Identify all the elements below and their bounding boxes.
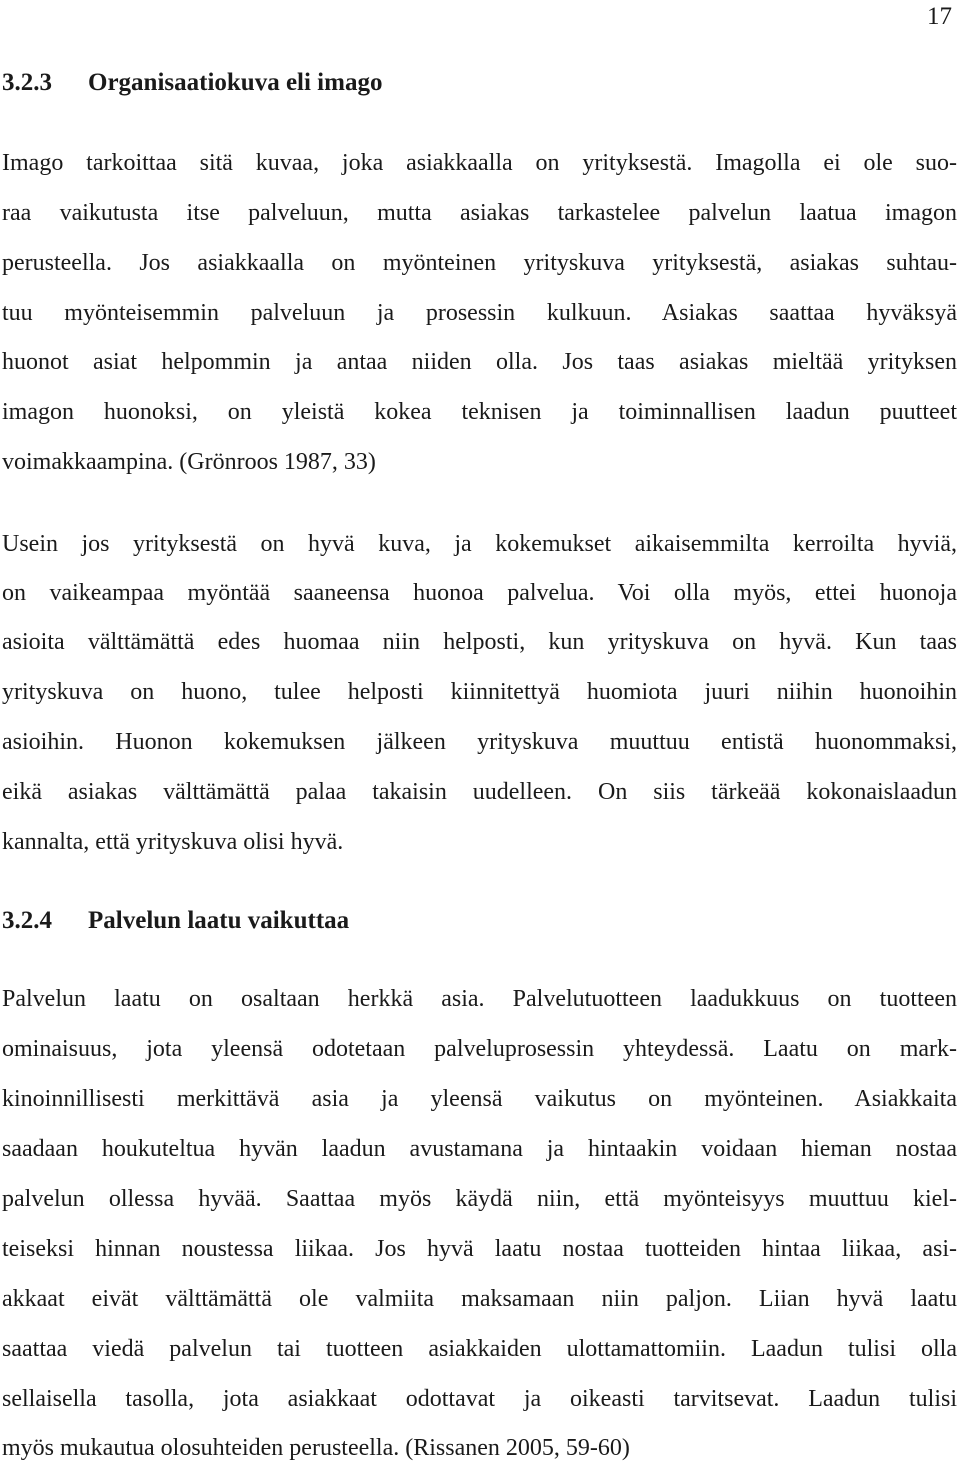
text-line: raa vaikutusta itse palveluun, mutta asiakas tarkastelee palvelun laatua imagon	[2, 200, 957, 226]
text-line: yrityskuva on huono, tulee helposti kiinnitettyä huomiota juuri niihin huonoihin	[2, 679, 957, 705]
text-line: kannalta, että yrityskuva olisi hyvä.	[2, 829, 344, 855]
text-line: akkaat eivät välttämättä ole valmiita maksamaan niin paljon. Liian hyvä laatu	[2, 1286, 957, 1312]
text-line: kinoinnillisesti merkittävä asia ja yleensä vaikutus on myönteinen. Asiakkaita	[2, 1086, 957, 1112]
text-line: saadaan houkuteltua hyvän laadun avustamana ja hintaakin voidaan hieman nostaa	[2, 1136, 957, 1162]
text-line: myös mukautua olosuhteiden perusteella. (Rissanen 2005, 59-60)	[2, 1435, 630, 1461]
text-line: sellaisella tasolla, jota asiakkaat odottavat ja oikeasti tarvitsevat. Laadun tulisi	[2, 1386, 957, 1412]
text-line: Usein jos yrityksestä on hyvä kuva, ja kokemukset aikaisemmilta kerroilta hyviä,	[2, 531, 957, 557]
text-line: teiseksi hinnan noustessa liikaa. Jos hyvä laatu nostaa tuotteiden hintaa liikaa, asi-	[2, 1236, 957, 1262]
text-line: palvelun ollessa hyvää. Saattaa myös käydä niin, että myönteisyys muuttuu kiel-	[2, 1186, 957, 1212]
text-line: asioita välttämättä edes huomaa niin helposti, kun yrityskuva on hyvä. Kun taas	[2, 629, 957, 655]
section-title: Organisaatiokuva eli imago	[88, 69, 383, 96]
text-line: asioihin. Huonon kokemuksen jälkeen yrityskuva muuttuu entistä huonommaksi,	[2, 729, 957, 755]
section-number: 3.2.3	[2, 69, 52, 96]
section-number: 3.2.4	[2, 907, 52, 934]
text-line: ominaisuus, jota yleensä odotetaan palveluprosessin yhteydessä. Laatu on mark-	[2, 1036, 957, 1062]
page-number: 17	[927, 3, 952, 30]
text-line: on vaikeampaa myöntää saaneensa huonoa palvelua. Voi olla myös, ettei huonoja	[2, 580, 957, 606]
text-line: Palvelun laatu on osaltaan herkkä asia. Palvelutuotteen laadukkuus on tuotteen	[2, 986, 957, 1012]
text-line: eikä asiakas välttämättä palaa takaisin uudelleen. On siis tärkeää kokonaislaadun	[2, 779, 957, 805]
text-line: saattaa viedä palvelun tai tuotteen asiakkaiden ulottamattomiin. Laadun tulisi olla	[2, 1336, 957, 1362]
text-line: voimakkaampina. (Grönroos 1987, 33)	[2, 449, 376, 475]
section-title: Palvelun laatu vaikuttaa	[88, 907, 350, 934]
text-line: Imago tarkoittaa sitä kuvaa, joka asiakkaalla on yrityksestä. Imagolla ei ole suo-	[2, 150, 957, 176]
section-heading	[2, 68, 382, 98]
text-line: huonot asiat helpommin ja antaa niiden olla. Jos taas asiakas mieltää yrityksen	[2, 349, 957, 375]
text-line: tuu myönteisemmin palveluun ja prosessin kulkuun. Asiakas saattaa hyväksyä	[2, 300, 957, 326]
text-line: perusteella. Jos asiakkaalla on myönteinen yrityskuva yrityksestä, asiakas suhtau-	[2, 250, 957, 276]
text-line: imagon huonoksi, on yleistä kokea teknisen ja toiminnallisen laadun puutteet	[2, 399, 957, 425]
section-heading	[2, 906, 349, 936]
